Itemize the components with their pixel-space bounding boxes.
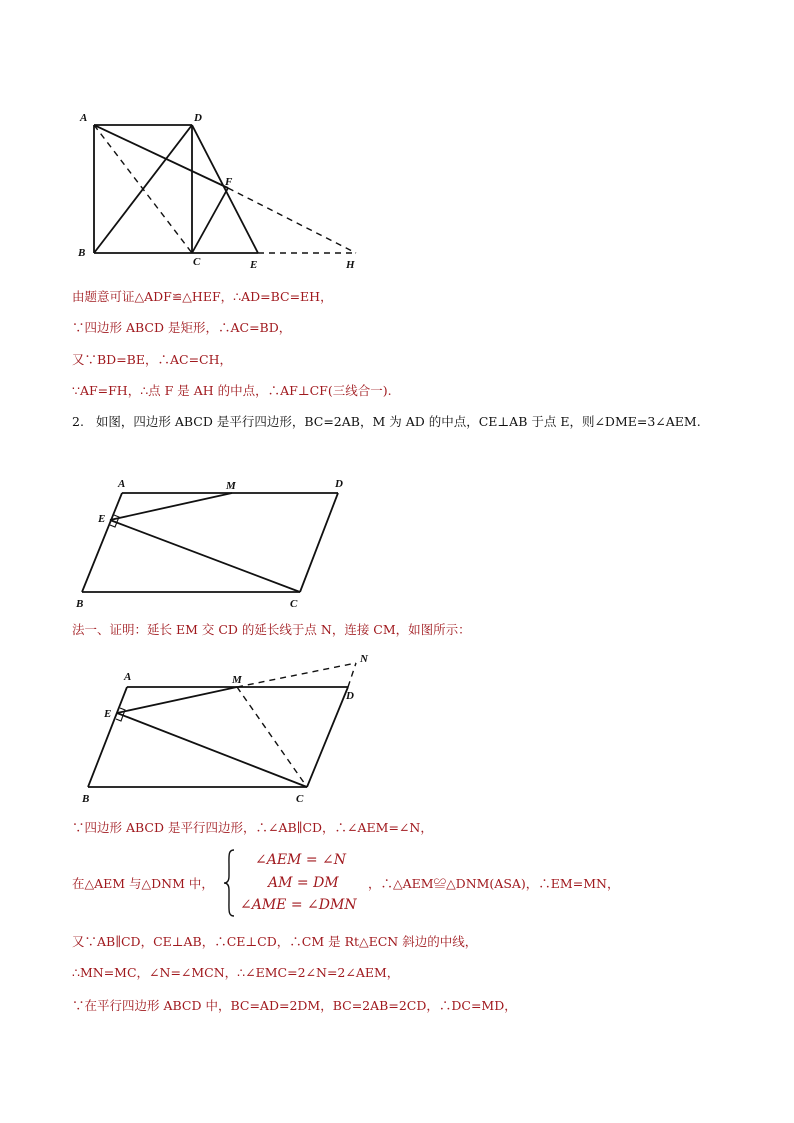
proof-line-2-suffix: ，∴△AEM≌△DNM(ASA)，∴EM=MN， — [368, 876, 620, 891]
label-C: C — [296, 793, 304, 805]
proof-line-2-prefix: 在△AEM 与△DNM 中， — [72, 876, 214, 891]
solution1-line-3: 又∵BD=BE，∴AC=CH， — [72, 352, 233, 367]
label-E: E — [250, 259, 258, 271]
segment-DC — [300, 493, 338, 592]
segment-EC — [117, 713, 307, 787]
label-D: D — [346, 690, 354, 702]
method1-intro: 法一、证明：延长 EM 交 CD 的延长线于点 N，连接 CM，如图所示： — [72, 622, 471, 637]
label-A: A — [80, 112, 88, 124]
label-C: C — [290, 598, 298, 610]
label-E: E — [104, 708, 112, 720]
dashed-MC — [237, 687, 307, 787]
label-D: D — [335, 478, 343, 490]
segment-AB — [88, 687, 127, 787]
proof-line-1: ∵四边形 ABCD 是平行四边形，∴∠AB∥CD，∴∠AEM=∠N， — [72, 820, 433, 835]
system-eq-3: ∠AME = ∠DMN — [240, 897, 357, 913]
proof-line-4: ∴MN=MC，∠N=∠MCN，∴∠EMC=2∠N=2∠AEM， — [72, 965, 400, 980]
label-B: B — [82, 793, 90, 805]
segment-DC — [307, 687, 348, 787]
solution1-line-4: ∵AF=FH，∴点 F 是 AH 的中点，∴AF⊥CF(三线合一). — [72, 383, 392, 398]
dashed-DN — [348, 663, 356, 687]
left-brace — [222, 848, 236, 918]
label-M: M — [226, 480, 236, 492]
label-E: E — [98, 513, 106, 525]
label-M: M — [232, 674, 242, 686]
figure-3-diagram — [70, 650, 380, 812]
label-H: H — [346, 259, 355, 271]
dashed-MN — [237, 663, 356, 687]
label-F: F — [225, 176, 233, 188]
dashed-FH — [228, 188, 356, 253]
segment-AB — [82, 493, 122, 592]
question-2-number: 2. — [72, 414, 84, 429]
segment-CF — [192, 188, 228, 253]
system-eq-1: ∠AEM = ∠N — [255, 852, 347, 868]
segment-EC — [110, 520, 300, 592]
proof-line-5: ∵在平行四边形 ABCD 中，BC=AD=2DM，BC=2AB=2CD，∴DC=MD， — [72, 998, 517, 1013]
question-2 — [72, 407, 732, 437]
solution1-line-2: ∵四边形 ABCD 是矩形，∴AC=BD， — [72, 320, 292, 335]
label-A: A — [124, 671, 132, 683]
label-D: D — [194, 112, 202, 124]
proof-line-3: 又∵AB∥CD，CE⊥AB，∴CE⊥CD，∴CM 是 Rt△ECN 斜边的中线， — [72, 934, 478, 949]
segment-EM — [110, 493, 232, 520]
system-eq-2: AM = DM — [268, 875, 339, 891]
solution1-line-1: 由题意可证△ADF≌△HEF，∴AD=BC=EH， — [72, 289, 333, 304]
figure-2-diagram — [70, 472, 360, 612]
label-A: A — [118, 478, 126, 490]
figure-1-diagram — [70, 108, 370, 273]
label-B: B — [76, 598, 84, 610]
question-2-text: 如图，四边形 ABCD 是平行四边形，BC=2AB，M 为 AD 的中点，CE⊥AB 于点 E，则∠DME=3∠AEM. — [95, 414, 701, 429]
label-B: B — [78, 247, 86, 259]
label-N: N — [360, 653, 368, 665]
segment-EM — [117, 687, 237, 713]
label-C: C — [193, 256, 201, 268]
